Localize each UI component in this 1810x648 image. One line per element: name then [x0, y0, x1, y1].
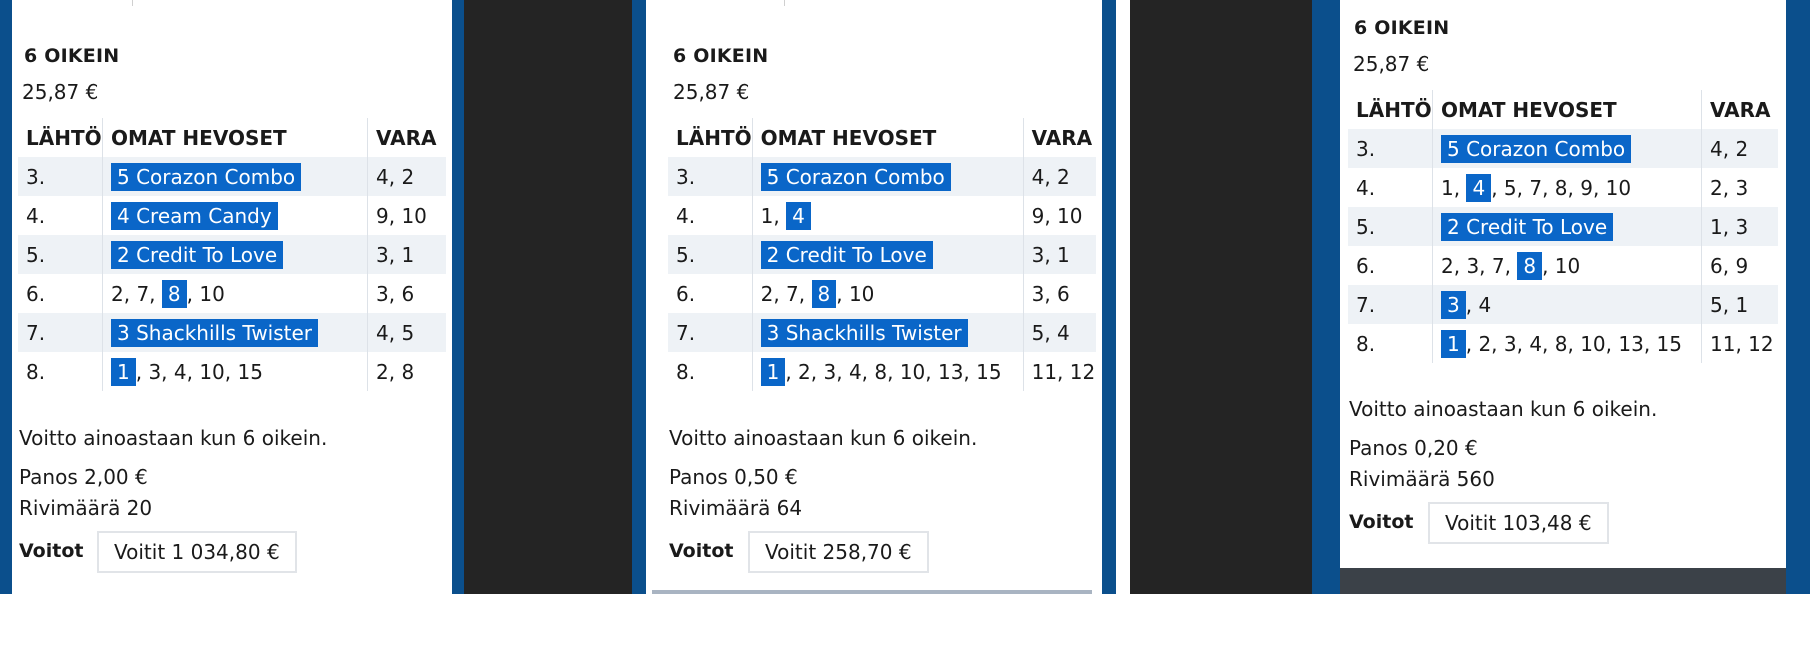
horse-picks — [103, 196, 368, 235]
table-row — [1348, 129, 1778, 168]
race-number: 8. — [1356, 331, 1376, 356]
table-header-row — [668, 118, 1096, 157]
bet-panel-1 — [12, 0, 452, 594]
horse-picks — [752, 196, 1023, 235]
reserve-horses: 4, 2 — [368, 157, 447, 196]
horse-picks — [752, 274, 1023, 313]
table-row — [1348, 207, 1778, 246]
horse-picks — [1433, 246, 1702, 285]
stake-text: Panos 2,00 € — [19, 465, 148, 489]
reserve-horses: 4, 2 — [1702, 129, 1779, 168]
horse-picks — [103, 274, 368, 313]
panel-3-left-border — [1312, 0, 1340, 594]
winning-horse-badge: 3 — [1441, 291, 1466, 319]
race-number: 6. — [676, 281, 696, 306]
race-number: 5. — [26, 242, 46, 267]
horse-picks — [1433, 129, 1702, 168]
winning-horse-badge: 5 Corazon Combo — [761, 163, 951, 191]
winning-horse-badge: 1 — [1441, 330, 1466, 358]
picks-after: , 2, 3, 4, 8, 10, 13, 15 — [1465, 331, 1682, 356]
race-number: 4. — [1356, 175, 1376, 200]
panel-3-right-border — [1786, 0, 1810, 594]
col-reserve-header: VARA — [368, 118, 447, 157]
reserve-horses: 4, 5 — [368, 313, 447, 352]
picks-before: 2, 7, — [111, 281, 162, 306]
picks-before: 1, — [760, 203, 787, 228]
picks-after: , 3, 4, 10, 15 — [135, 359, 263, 384]
reserve-horses: 5, 4 — [1023, 313, 1096, 352]
table-row — [668, 157, 1096, 196]
winning-horse-badge: 1 — [111, 358, 136, 386]
horse-picks — [1433, 285, 1702, 324]
race-number: 3. — [26, 164, 46, 189]
race-number: 8. — [26, 359, 46, 384]
col-reserve-header: VARA — [1702, 90, 1779, 129]
table-row — [668, 313, 1096, 352]
reserve-horses: 3, 6 — [1023, 274, 1096, 313]
horse-picks — [103, 157, 368, 196]
race-number: 3. — [676, 164, 696, 189]
row-count-text: Rivimäärä 20 — [19, 496, 153, 520]
horse-picks — [103, 313, 368, 352]
reserve-horses: 3, 1 — [1023, 235, 1096, 274]
row-count-text: Rivimäärä 560 — [1349, 467, 1495, 491]
winning-horse-badge: 2 Credit To Love — [111, 241, 283, 269]
table-row — [1348, 246, 1778, 285]
picks-after: , 2, 3, 4, 8, 10, 13, 15 — [785, 359, 1002, 384]
race-number: 5. — [676, 242, 696, 267]
horse-picks — [752, 235, 1023, 274]
winning-horse-badge: 5 Corazon Combo — [111, 163, 301, 191]
table-row — [18, 235, 446, 274]
winning-horse-badge: 2 Credit To Love — [761, 241, 933, 269]
winning-horse-badge: 1 — [761, 358, 786, 386]
footer-bar — [1340, 568, 1786, 594]
stake-text: Panos 0,20 € — [1349, 436, 1478, 460]
table-row — [668, 352, 1096, 391]
winning-horse-badge: 5 Corazon Combo — [1441, 135, 1631, 163]
winnings-box: Voitit 258,70 € — [748, 531, 929, 573]
race-number: 7. — [26, 320, 46, 345]
panel-2-left-border — [632, 0, 646, 594]
race-number: 6. — [1356, 253, 1376, 278]
table-row — [18, 352, 446, 391]
panel-1-left-border — [0, 0, 12, 594]
horse-picks — [1433, 207, 1702, 246]
stake-text: Panos 0,50 € — [669, 465, 798, 489]
horse-picks — [1433, 324, 1702, 363]
col-horses-header: OMAT HEVOSET — [752, 118, 1023, 157]
picks-after: , 10 — [836, 281, 875, 306]
horse-picks — [103, 352, 368, 391]
reserve-horses: 9, 10 — [368, 196, 447, 235]
reserve-horses: 4, 2 — [1023, 157, 1096, 196]
winning-horse-badge: 4 — [786, 202, 811, 230]
correct-heading: 6 OIKEIN — [1354, 17, 1450, 39]
table-row — [1348, 168, 1778, 207]
picks-after: , 10 — [1542, 253, 1581, 278]
table-header-row — [18, 118, 446, 157]
bet-panel-3 — [1340, 0, 1786, 594]
divider — [132, 0, 133, 6]
race-number: 7. — [676, 320, 696, 345]
win-condition-note: Voitto ainoastaan kun 6 oikein. — [1349, 397, 1658, 421]
winnings-label: Voitot — [19, 540, 84, 562]
race-number: 4. — [676, 203, 696, 228]
win-condition-note: Voitto ainoastaan kun 6 oikein. — [19, 426, 328, 450]
col-race-header: LÄHTÖ — [26, 125, 102, 150]
reserve-horses: 5, 1 — [1702, 285, 1779, 324]
picks-after: , 5, 7, 8, 9, 10 — [1491, 175, 1632, 200]
horse-picks — [752, 352, 1023, 391]
race-number: 3. — [1356, 136, 1376, 161]
winning-horse-badge: 3 Shackhills Twister — [761, 319, 968, 347]
prize-amount: 25,87 € — [1353, 52, 1430, 76]
reserve-horses: 9, 10 — [1023, 196, 1096, 235]
col-horses-header: OMAT HEVOSET — [1433, 90, 1702, 129]
reserve-horses: 6, 9 — [1702, 246, 1779, 285]
table-row — [18, 196, 446, 235]
win-condition-note: Voitto ainoastaan kun 6 oikein. — [669, 426, 978, 450]
winnings-box: Voitit 103,48 € — [1428, 502, 1609, 544]
table-row — [18, 157, 446, 196]
winnings-box: Voitit 1 034,80 € — [97, 531, 297, 573]
col-race-header: LÄHTÖ — [676, 125, 752, 150]
col-race-header: LÄHTÖ — [1356, 97, 1432, 122]
winning-horse-badge: 2 Credit To Love — [1441, 213, 1613, 241]
correct-heading: 6 OIKEIN — [673, 45, 769, 67]
col-reserve-header: VARA — [1023, 118, 1096, 157]
winning-horse-badge: 8 — [162, 280, 187, 308]
picks-after: , 4 — [1465, 292, 1492, 317]
winnings-label: Voitot — [1349, 511, 1414, 533]
divider — [784, 0, 785, 6]
table-row — [18, 313, 446, 352]
reserve-horses: 11, 12 — [1702, 324, 1779, 363]
reserve-horses: 3, 6 — [368, 274, 447, 313]
gap-strip-2 — [1130, 0, 1312, 594]
table-row — [668, 235, 1096, 274]
bets-table — [1348, 90, 1778, 363]
winning-horse-badge: 8 — [812, 280, 837, 308]
gap-strip-1 — [464, 0, 632, 594]
bet-panel-2 — [646, 0, 1102, 594]
race-number: 5. — [1356, 214, 1376, 239]
table-row — [1348, 285, 1778, 324]
winning-horse-badge: 4 — [1466, 174, 1491, 202]
table-row — [18, 274, 446, 313]
correct-heading: 6 OIKEIN — [24, 45, 120, 67]
race-number: 4. — [26, 203, 46, 228]
winnings-label: Voitot — [669, 540, 734, 562]
reserve-horses: 2, 8 — [368, 352, 447, 391]
picks-before: 2, 3, 7, — [1441, 253, 1518, 278]
row-count-text: Rivimäärä 64 — [669, 496, 803, 520]
prize-amount: 25,87 € — [22, 80, 99, 104]
panel-1-right-border — [452, 0, 464, 594]
reserve-horses: 2, 3 — [1702, 168, 1779, 207]
table-row — [668, 274, 1096, 313]
horse-picks — [1433, 168, 1702, 207]
winning-horse-badge: 8 — [1517, 252, 1542, 280]
reserve-horses: 11, 12 — [1023, 352, 1096, 391]
horse-picks — [752, 313, 1023, 352]
winning-horse-badge: 3 Shackhills Twister — [111, 319, 318, 347]
race-number: 8. — [676, 359, 696, 384]
bottom-edge — [652, 590, 1092, 594]
winning-horse-badge: 4 Cream Candy — [111, 202, 278, 230]
table-row — [668, 196, 1096, 235]
prize-amount: 25,87 € — [673, 80, 750, 104]
reserve-horses: 3, 1 — [368, 235, 447, 274]
horse-picks — [752, 157, 1023, 196]
picks-after: , 10 — [186, 281, 225, 306]
picks-before: 1, — [1441, 175, 1467, 200]
horse-picks — [103, 235, 368, 274]
panel-2-right-border — [1102, 0, 1116, 594]
race-number: 6. — [26, 281, 46, 306]
table-row — [1348, 324, 1778, 363]
reserve-horses: 1, 3 — [1702, 207, 1779, 246]
bets-table — [18, 118, 446, 391]
col-horses-header: OMAT HEVOSET — [103, 118, 368, 157]
bets-table — [668, 118, 1096, 391]
table-header-row — [1348, 90, 1778, 129]
picks-before: 2, 7, — [760, 281, 812, 306]
race-number: 7. — [1356, 292, 1376, 317]
